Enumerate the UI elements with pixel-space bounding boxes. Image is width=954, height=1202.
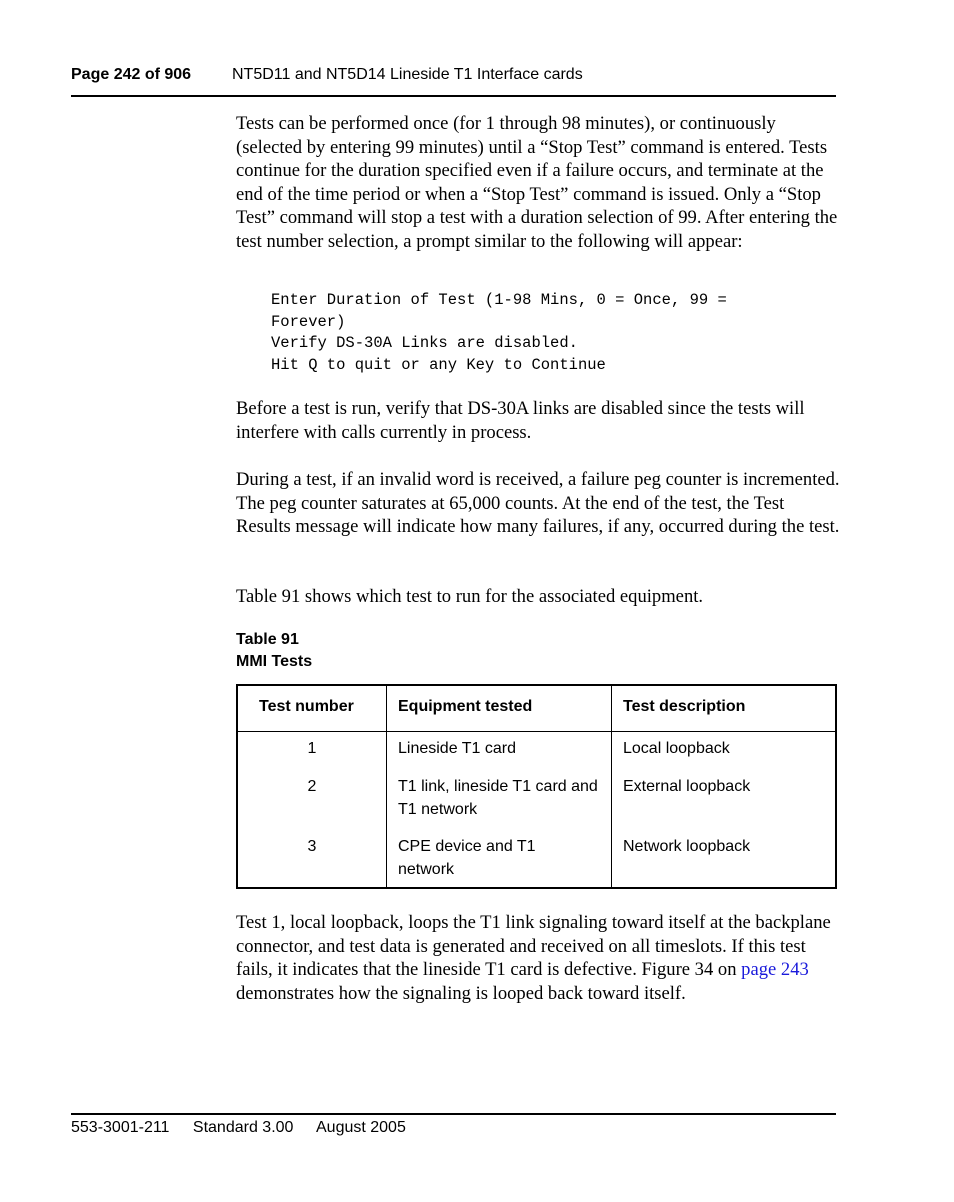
paragraph-peg-counter: During a test, if an invalid word is received, a failure peg counter is incremented. The peg counter saturates at 65,000 counts. At the end of the test, the Test Results message will indicate how many failures, if any, occurred during the test.	[236, 469, 840, 537]
header-row-divider	[238, 731, 835, 732]
column-header-equipment: Equipment tested	[398, 698, 533, 715]
footer-divider	[71, 1113, 836, 1115]
table-cell-equipment: T1 link, lineside T1 card and T1 network	[398, 778, 598, 818]
column-header-test-number: Test number	[259, 698, 354, 715]
table-cell-description: Network loopback	[623, 838, 751, 855]
paragraph-table-intro: Table 91 shows which test to run for the associated equipment.	[236, 586, 704, 607]
header-divider	[71, 95, 836, 97]
table-cell-equipment: CPE device and T1 network	[398, 838, 536, 878]
paragraph-duration: Tests can be performed once (for 1 through 98 minutes), or continuously (selected by entering 99 minutes) until a “Stop Test” command is entered. Tests continue for the duration specified even if a failure occurs, and terminate at the end of the time period or when a “Stop Test” command is issued. Only a “Stop Test” command will stop a test with a duration selection of 99. After entering the test number selection, a prompt similar to the following will appear:	[236, 113, 838, 252]
code-line: Verify DS-30A Links are disabled.	[271, 334, 578, 352]
table-cell-description: External loopback	[623, 778, 751, 795]
code-line: Forever)	[271, 312, 346, 331]
table-cell-equipment: Lineside T1 card	[398, 740, 516, 757]
column-divider	[611, 686, 612, 887]
standard-version: Standard 3.00	[192, 1119, 294, 1136]
column-header-description: Test description	[623, 698, 746, 715]
table-cell-number: 3	[307, 838, 317, 855]
code-prompt	[271, 290, 727, 376]
table-cell-description: Local loopback	[623, 740, 730, 757]
table-caption	[236, 629, 312, 673]
table-cell-number: 1	[307, 740, 317, 757]
table-number: Table 91	[236, 631, 299, 648]
code-line: Enter Duration of Test (1-98 Mins, 0 = Once, 99 =	[271, 291, 727, 309]
page-footer	[71, 1119, 425, 1137]
document-number: 553-3001-211	[71, 1119, 170, 1136]
document-title: NT5D11 and NT5D14 Lineside T1 Interface cards	[232, 66, 583, 83]
page-header	[71, 66, 836, 86]
page-number: Page 242 of 906	[71, 66, 192, 83]
table-cell-number: 2	[307, 778, 317, 795]
code-line: Hit Q to quit or any Key to Continue	[271, 355, 606, 374]
column-divider	[386, 686, 387, 887]
page-243-link[interactable]: page 243	[741, 959, 809, 980]
paragraph-verify: Before a test is run, verify that DS-30A links are disabled since the tests will interfere with calls currently in process.	[236, 398, 805, 443]
publication-date: August 2005	[316, 1119, 406, 1136]
paragraph-text: demonstrates how the signaling is looped back toward itself.	[236, 982, 686, 1004]
table-title: MMI Tests	[236, 653, 313, 670]
paragraph-text: Test 1, local loopback, loops the T1 link signaling toward itself at the backplane connector, and test data is generated and received on all timeslots. If this test fails, it indicates that the lineside T1 card is defective. Figure 34 on	[236, 912, 831, 980]
paragraph-test1	[236, 911, 840, 1005]
mmi-tests-table	[236, 684, 837, 889]
